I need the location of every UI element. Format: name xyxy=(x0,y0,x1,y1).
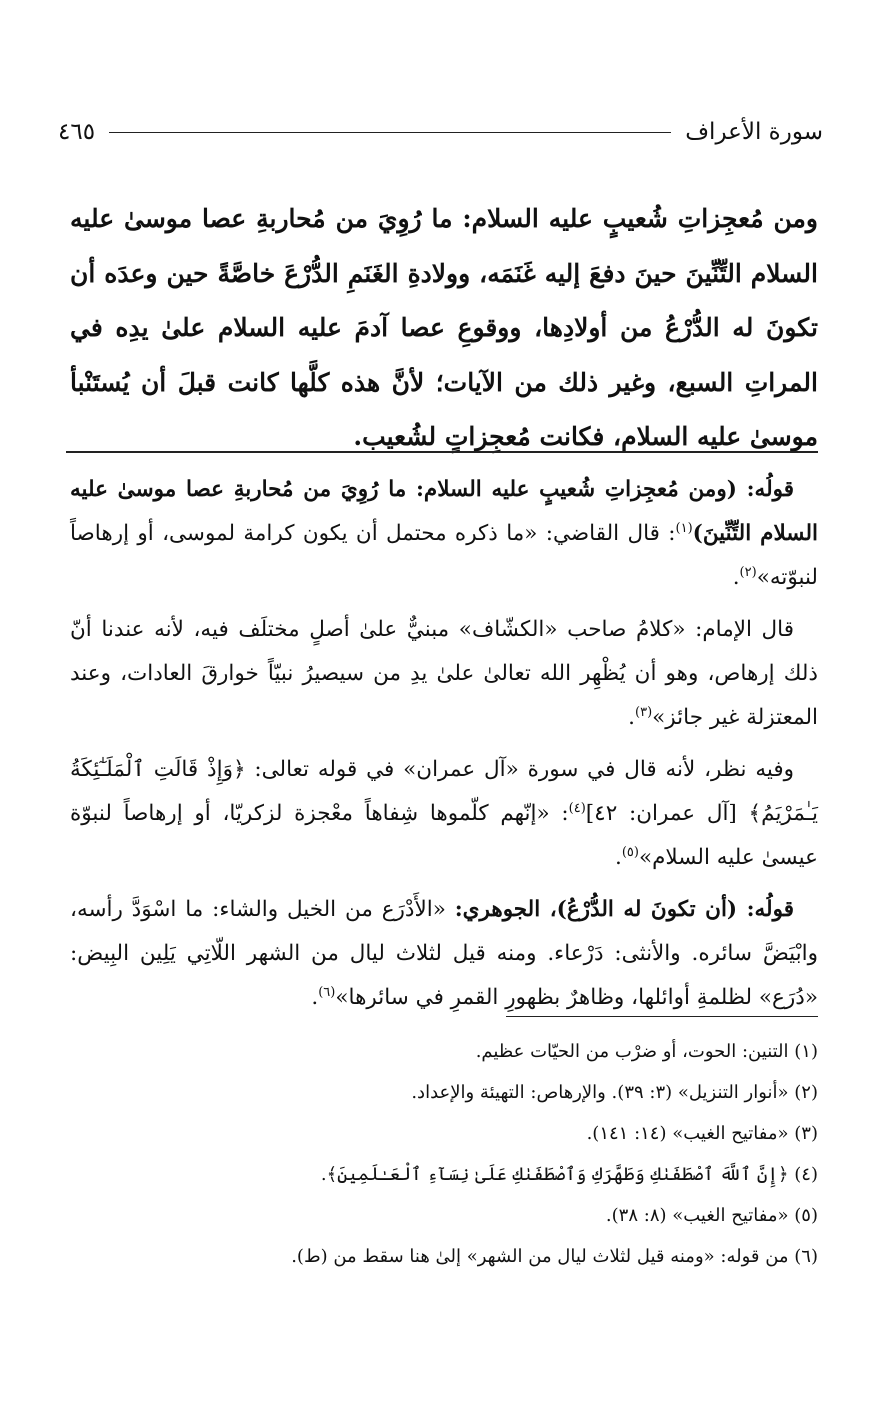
footnote: (٣) «مفاتيح الغيب» (١٤: ١٤١). xyxy=(586,1123,818,1144)
footnote: (١) التنين: الحوت، أو ضرْب من الحيّات عظيم. xyxy=(475,1041,818,1062)
footnote-ref: (٥) xyxy=(621,844,639,860)
footnote: (٥) «مفاتيح الغيب» (٨: ٣٨). xyxy=(605,1205,818,1226)
footnote-ref: (١) xyxy=(675,520,693,536)
commentary-text: «الأَدْرَع من الخيل والشاء: ما اسْوَدَّ رأسه، وابْيَضَّ سائره. والأنثى: دَرْعاء. ومنه قيل لثلاث ليال من الشهر اللّاتِي يَلِين البِيض: «دُرَع» لظلمةِ أوائلها، وظاهرٌ بظهورِ القمرِ في سائرها» xyxy=(70,897,818,1010)
footnote-ref: (٦) xyxy=(318,984,336,1000)
header-rule xyxy=(109,132,671,133)
commentary-text: وفيه نظر، لأنه قال في سورة «آل عمران» في قوله تعالى: ﴿وَإِذْ قَالَتِ ٱلْمَلَـٰٓئِكَةُ يَـٰمَرْيَمُ﴾ [آل عمران: ٤٢] xyxy=(70,757,818,826)
footnote-ref: (٣) xyxy=(635,704,653,720)
footnote: (٤) ﴿إِنَّ ٱللَّهَ ٱصْطَفَىٰكِ وَطَهَّرَكِ وَٱصْطَفَىٰكِ عَلَىٰ نِسَآءِ ٱلْعَـٰلَمِينَ﴾. xyxy=(320,1164,818,1185)
page-header xyxy=(58,112,823,152)
commentary xyxy=(70,468,818,1028)
commentary-text: : قال القاضي: «ما ذكره محتمل أن يكون كرامة لموسى، أو إرهاصاً لنبوّته» xyxy=(70,521,818,590)
section-divider xyxy=(66,451,818,453)
footnote: (٢) «أنوار التنزيل» (٣: ٣٩). والإرهاص: التهيئة والإعداد. xyxy=(411,1082,818,1103)
commentary-keyword: قولُه: (ومن مُعجِزاتِ شُعيبٍ عليه السلام: ما رُوِيَ من مُحاربةِ عصا موسىٰ عليه السلام التِّنِّينَ) xyxy=(70,477,818,546)
commentary-end: . xyxy=(614,845,622,870)
footnote: (٦) من قوله: «ومنه قيل لثلاث ليال من الشهر» إلىٰ هنا سقط من (ط). xyxy=(291,1246,818,1267)
commentary-text: قال الإمام: «كلامُ صاحب «الكشّاف» مبنيٌّ علىٰ أصلٍ مختلَف فيه، لأنه عندنا أنّ ذلك إرهاص، وهو أن يُظْهِر الله تعالىٰ علىٰ يدِ من سيصيرُ نبيّاً خوارقَ العادات، وعند المعتزلة غير جائز» xyxy=(70,617,818,730)
surah-title: سورة الأعراف xyxy=(685,119,823,145)
footnote-rule xyxy=(506,1016,818,1017)
commentary-end: . xyxy=(628,705,635,730)
commentary-keyword: قولُه: (أن تكونَ له الدُّرْعُ)، الجوهري: xyxy=(454,897,794,922)
commentary-paragraph xyxy=(70,608,818,740)
commentary-paragraph xyxy=(70,748,818,880)
commentary-end: . xyxy=(732,565,740,590)
commentary-paragraph xyxy=(70,468,818,600)
commentary-paragraph xyxy=(70,888,818,1020)
commentary-end: . xyxy=(311,985,319,1010)
footnote-ref: (٤) xyxy=(568,800,586,816)
commentary-text: : «إنّهم كلّموها شِفاهاً معْجزة لزكريّا، أو إرهاصاً لنبوّة عيسىٰ عليه السلام» xyxy=(70,801,818,870)
page-number: ٤٦٥ xyxy=(58,119,96,145)
footnote-ref: (٢) xyxy=(739,564,757,580)
main-text: ومن مُعجِزاتِ شُعيبٍ عليه السلام: ما رُوِيَ من مُحاربةِ عصا موسىٰ عليه السلام التِّنِّينَ حينَ دفعَ إليه غَنَمَه، وولادةِ الغَنَمِ الدُّرْعَ خاصَّةً حين وعدَه أن تكونَ له الدُّرْعُ من أولادِها، ووقوعِ عصا آدمَ عليه السلام علىٰ يدِه في المراتِ السبع، وغير ذلك من الآيات؛ لأنَّ هذه كلَّها كانت قبلَ أن يُستَنْبأ موسىٰ عليه السلام، فكانت مُعجِزاتٍ لشُعيب. xyxy=(70,204,818,451)
footnotes xyxy=(170,1039,818,1285)
